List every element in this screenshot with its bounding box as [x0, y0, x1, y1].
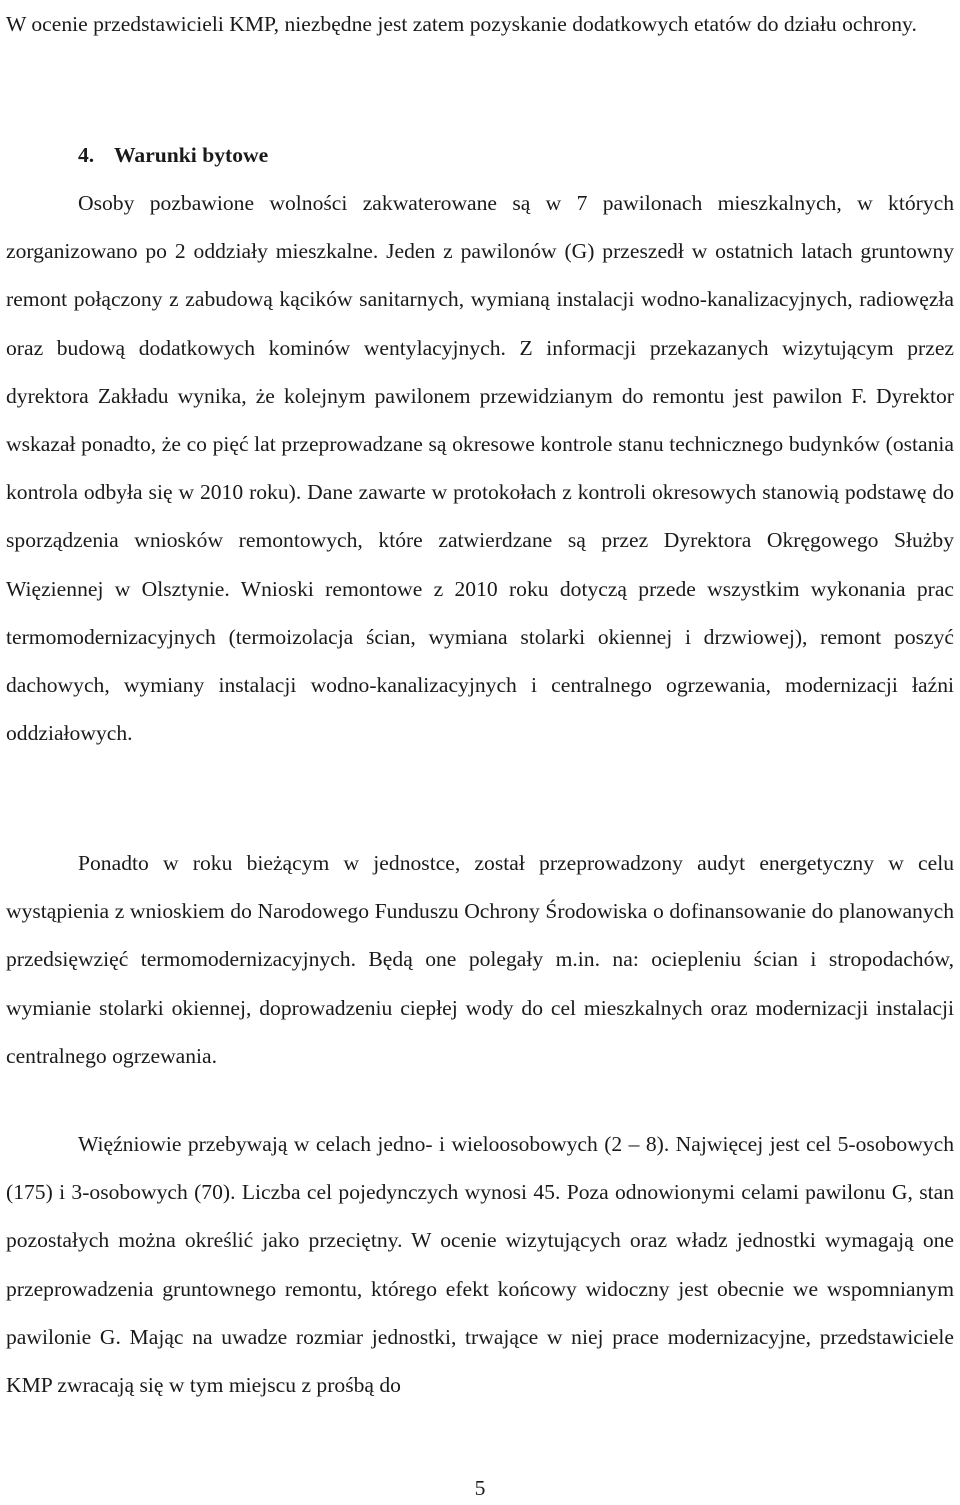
paragraph-energy-audit: Ponadto w roku bieżącym w jednostce, został przeprowadzony audyt energetyczny w celu wystąpienia z wnioskiem do Narodowego Funduszu Ochrony Środowiska o dofinansowanie do planowanych przedsięwzięć termomodernizacyjnych. Będą one polegały m.in. na: ociepleniu ścian i stropodachów, wymianie stolarki okiennej, doprowadzeniu ciepłej wody do cel mieszkalnych oraz modernizacji instalacji centralnego ogrzewania.: [6, 851, 954, 1068]
section-heading: [6, 131, 268, 179]
page-number: 5: [474, 1476, 486, 1500]
section-number: 4.: [78, 143, 95, 167]
paragraph-living-conditions: Osoby pozbawione wolności zakwaterowane są w 7 pawilonach mieszkalnych, w których zorganizowano po 2 oddziały mieszkalne. Jeden z pawilonów (G) przeszedł w ostatnich latach gruntowny remont połączony z zabudową kącików sanitarnych, wymianą instalacji wodno-kanalizacyjnych, radiowęzła oraz budową dodatkowych kominów wentylacyjnych. Z informacji przekazanych wizytującym przez dyrektora Zakładu wynika, że kolejnym pawilonem przewidzianym do remontu jest pawilon F. Dyrektor wskazał ponadto, że co pięć lat przeprowadzane są okresowe kontrole stanu technicznego budynków (ostania kontrola odbyła się w 2010 roku). Dane zawarte w protokołach z kontroli okresowych stanowią podstawę do sporządzenia wniosków remontowych, które zatwierdzane są przez Dyrektora Okręgowego Służby Więziennej w Olsztynie. Wnioski remontowe z 2010 roku dotyczą przede wszystkim wykonania prac termomodernizacyjnych (termoizolacja ścian, wymiana stolarki okiennej i drzwiowej), remont poszyć dachowych, wymiany instalacji wodno-kanalizacyjnych i centralnego ogrzewania, modernizacji łaźni oddziałowych.: [6, 191, 954, 746]
paragraph-cells: Więźniowie przebywają w celach jedno- i wieloosobowych (2 – 8). Najwięcej jest cel 5-osobowych (175) i 3-osobowych (70). Liczba cel pojedynczych wynosi 45. Poza odnowionymi celami pawilonu G, stan pozostałych można określić jako przeciętny. W ocenie wizytujących oraz władz jednostki wymagają one przeprowadzenia gruntownego remontu, którego efekt końcowy widoczny jest obecnie we wspomnianym pawilonie G. Mając na uwadze rozmiar jednostki, trwające w niej prace modernizacyjne, przedstawiciele KMP zwracają się w tym miejscu z prośbą do: [6, 1132, 954, 1398]
section-title: Warunki bytowe: [114, 143, 269, 167]
paragraph-intro: W ocenie przedstawicieli KMP, niezbędne jest zatem pozyskanie dodatkowych etatów do działu ochrony.: [6, 12, 917, 36]
